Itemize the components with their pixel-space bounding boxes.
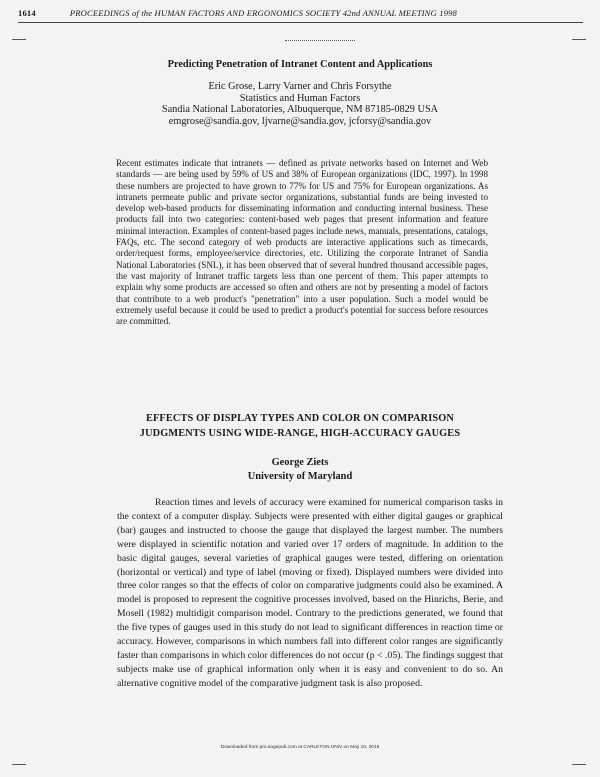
paper1-affiliation: Sandia National Laboratories, Albuquerque, NM 87185-0829 USA (161, 104, 439, 116)
paper2-abstract: Reaction times and levels of accuracy were examined for numerical comparison tasks in the context of a computer display. Subjects were presented with either digital gauges or graphical (bar) gauges and instructed to choose the gauge that displayed the largest number. The numbers were displayed in scientific notation and varied over 17 orders of magnitude. In addition to the basic digital gauges, several varieties of graphical gauges were tested, differing on orientation (horizontal or vertical) and type of label (moving or fixed). Displayed numbers were divided into three color ranges so that the effects of color on comparative judgments could also be examined. A model is proposed to represent the cognitive processes involved, based on the Hinrichs, Berie, and Mosell (1982) multidigit comparison model. Contrary to the predictions generated, we found that the five types of gauges used in this study do not lead to significant differences in reaction time or accuracy. However, comparisons in which numbers fall into different color ranges are significantly faster than comparisons in which color differences do not occur (p < .05). The findings suggest that subjects make use of graphical information only when it is easy and convenient to do so. An alternative cognitive model of the comparative judgment task is also proposed. (117, 497, 503, 689)
paper2-title (0, 412, 600, 441)
page-number: 1614 (18, 8, 36, 18)
paper1-authors: Eric Grose, Larry Varner and Chris Forsythe (208, 81, 392, 92)
paper2-author: George Ziets (271, 457, 329, 468)
paper1-department: Statistics and Human Factors (239, 92, 361, 104)
paper1-title: Predicting Penetration of Intranet Content and Applications (167, 59, 433, 70)
paper2-title-line1: EFFECTS OF DISPLAY TYPES AND COLOR ON COMPARISON (145, 413, 455, 424)
paper2-title-line2: JUDGMENTS USING WIDE-RANGE, HIGH-ACCURACY GAUGES (139, 427, 461, 439)
paper2-author-block (0, 456, 600, 483)
running-header (18, 8, 583, 18)
margin-mark (285, 40, 355, 41)
paper1-author-block (0, 81, 600, 127)
margin-mark (12, 39, 26, 40)
paper1-abstract: Recent estimates indicate that intranets — defined as private networks based on Internet and Web standards — are being used by 59% of US and 38% of European organizations (IDC, 1997). In 1998 these numbers are projected to have grown to 77% for US and 75% for European organizations. As intranets permeate public and private sector organizations, substantial funds are being invested to develop web-based products for disseminating information and conducting internal business. These products fall into two categories: content-based web pages that present information and feature minimal interaction. Examples of content-based pages include news, manuals, presentations, catalogs, FAQs, etc. The second category of web products are interactive applications such as timecards, order/request forms, employee/service directories, etc. Utilizing the corporate Intranet of Sandia National Laboratories (SNL), it has been observed that of several hundred thousand accessible pages, the vast majority of Intranet traffic targets less than one percent of them. This paper attempts to explain why some products are accessed so often and others are not by presenting a model of factors that contribute to a web product's "penetration" into a user population. Such a model would be extremely useful because it could be used to predict a product's potential for success before resources are committed. (116, 158, 488, 327)
running-title: PROCEEDINGS of the HUMAN FACTORS AND ERGONOMICS SOCIETY 42nd ANNUAL MEETING 1998 (69, 8, 457, 18)
paper2-affiliation: University of Maryland (247, 470, 353, 482)
margin-mark (12, 764, 26, 765)
margin-mark (572, 764, 586, 765)
download-footer: Downloaded from pro.sagepub.com at CARLETON UNIV on May 10, 2015 (220, 745, 380, 750)
margin-mark (572, 39, 586, 40)
paper1-emails: emgrose@sandia.gov, ljvarne@sandia.gov, jcforsy@sandia.gov (168, 115, 432, 127)
header-rule (18, 22, 583, 23)
